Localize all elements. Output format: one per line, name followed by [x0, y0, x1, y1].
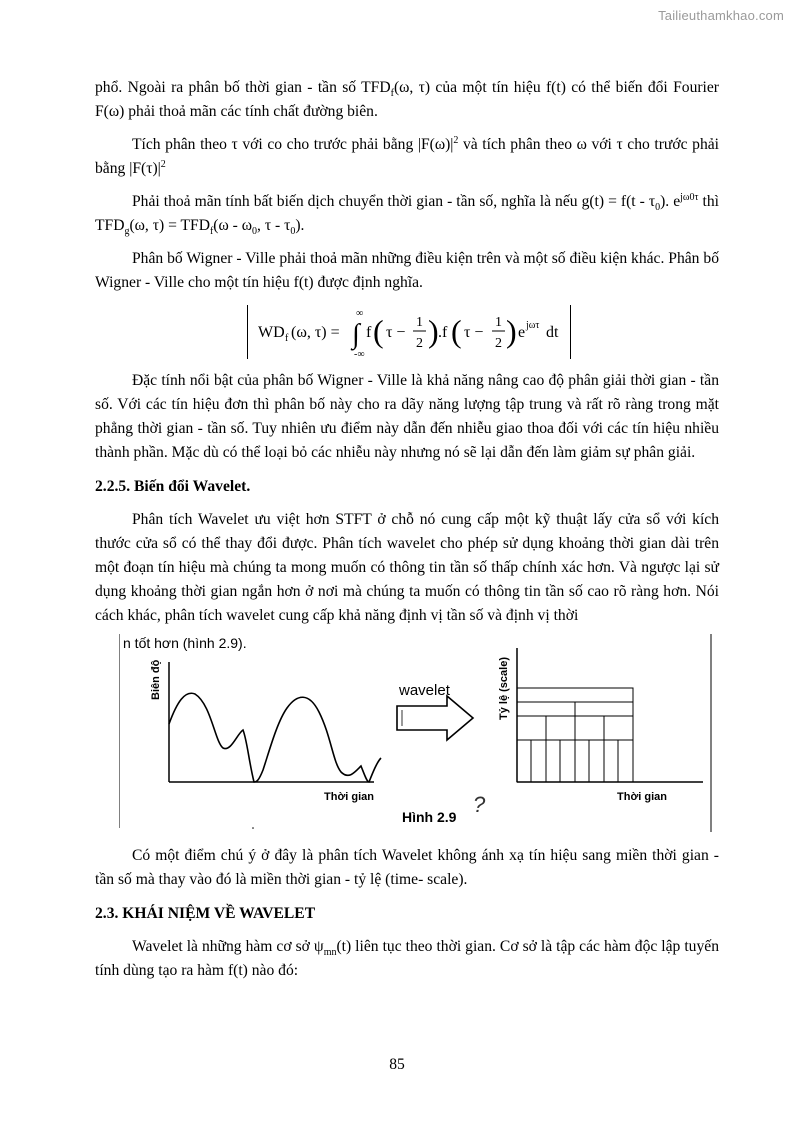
section-heading-2-2-5: 2.2.5. Biến đổi Wavelet.	[95, 478, 251, 495]
formula-exponent: jωτ	[526, 320, 540, 331]
page-body	[95, 76, 719, 983]
figure-2-9	[119, 632, 713, 836]
signal-waveform	[169, 693, 381, 782]
paragraph-2: Tích phân theo τ với co cho trước phải bằng $|F(\omega)|^2$ và tích phân theo ω với τ cho trước phải bằng $|F(\tau)|^2$	[95, 134, 719, 177]
paragraph-5: Đặc tính nổi bật của phân bố Wigner - Ville là khả năng nâng cao độ phân giải thời gian - tần số. Với các tín hiệu đơn thì phân bố này cho ra dãy năng lượng tập trung và rất rõ ràng trong mặt phẳng thời gian - tần số. Tuy nhiên ưu điểm này dẫn đến nhiễu giao thoa đối với các tín hiệu nhiều thành phần. Mặc dù có thể loại bỏ các nhiễu này nhưng nó sẽ lại dẫn đến làm giảm sự phân giải.	[95, 372, 719, 461]
watermark: Tailieuthamkhao.com	[658, 8, 784, 23]
paren-close-2: )	[506, 313, 517, 349]
wigner-ville-formula	[247, 305, 571, 359]
figure-question-mark: ?	[473, 792, 486, 817]
formula-tau-1: τ −	[386, 324, 406, 341]
left-plot-ylabel: Biên độ	[150, 659, 162, 700]
page-number: 85	[389, 1056, 405, 1073]
paren-open-2: (	[451, 313, 462, 349]
formula-tau-2: τ −	[464, 324, 484, 341]
right-plot-xlabel: Thời gian	[617, 791, 667, 803]
transform-arrow	[397, 696, 473, 740]
arrow-label: wavelet	[399, 682, 450, 699]
formula-f1: f	[366, 324, 372, 341]
paren-close-1: )	[428, 313, 439, 349]
formula-lower-limit: -∞	[354, 349, 365, 359]
formula-two-1: 2	[416, 336, 423, 351]
paragraph-7: Có một điểm chú ý ở đây là phân tích Wavelet không ánh xạ tín hiệu sang miền thời gian - tần số mà thay vào đó là miền thời gian - tỷ lệ (time- scale).	[95, 847, 719, 888]
formula-e: e	[518, 324, 526, 341]
right-plot-ylabel: Tỷ lệ (scale)	[498, 657, 510, 720]
formula-upper-limit: ∞	[356, 308, 364, 319]
formula-two-2: 2	[495, 336, 502, 351]
formula-dt: dt	[546, 324, 559, 341]
formula-one-2: 1	[495, 315, 502, 330]
paragraph-6: Phân tích Wavelet ưu việt hơn STFT ở chỗ nó cung cấp một kỹ thuật lấy cửa sổ với kích thước cửa sổ có thể thay đổi được. Phân tích wavelet cho phép sử dụng khoảng thời gian dài trên một đoạn tín hiệu mà chúng ta mong muốn có thông tin tần số thấp chính xác hơn. Và ngược lại sử dụng khoảng thời gian ngắn hơn ở nơi mà chúng ta muốn có thông tin tần số cao rõ ràng hơn. Nói cách khác, phân tích wavelet cung cấp khả năng định vị tần số và định vị thời	[95, 511, 719, 624]
time-scale-tiling	[517, 688, 633, 782]
section-heading-2-3: 2.3. KHÁI NIỆM VỀ WAVELET	[95, 905, 316, 922]
figure-caption: Hình 2.9	[402, 809, 457, 825]
paragraph-8: Wavelet là những hàm cơ sở $\psi_{mn}(t)$ liên tục theo thời gian. Cơ sở là tập các hàm độc lập tuyến tính dùng tạo ra hàm f(t) nào đó:	[95, 938, 719, 979]
paren-open-1: (	[373, 313, 384, 349]
formula-lhs: WD	[258, 324, 285, 341]
figure-caption-left: n tốt hơn (hình 2.9).	[123, 635, 247, 651]
paragraph-1: phổ. Ngoài ra phân bố thời gian - tần số $TFD_f(\omega$, τ) của một tín hiệu f(t) có thể biến đổi Fourier F(ω) phải thoả mãn các tính chất đường biên.	[95, 79, 720, 120]
integral-sign: ∫	[352, 319, 360, 350]
left-plot-xlabel: Thời gian	[324, 791, 374, 803]
formula-lhs-sub: f	[285, 333, 289, 344]
formula-dot-f: .f	[438, 324, 448, 341]
formula-one-1: 1	[416, 315, 423, 330]
paragraph-4: Phân bố Wigner - Ville phải thoả mãn những điều kiện trên và một số điều kiện khác. Phân bố Wigner - Ville cho một tín hiệu f(t) được định nghĩa.	[95, 250, 719, 291]
formula-lhs-args: (ω, τ) =	[291, 324, 340, 341]
paragraph-3: Phải thoả mãn tính bất biến dịch chuyển thời gian - tần số, nghĩa là nếu $g(t) = f(t - \tau_0)$. $e^{j\omega 0\tau}$ thì $TFD_g(\omega$, $\tau) = TFD_f(\omega - \omega_0$, τ - $\tau_0$).	[95, 191, 719, 238]
